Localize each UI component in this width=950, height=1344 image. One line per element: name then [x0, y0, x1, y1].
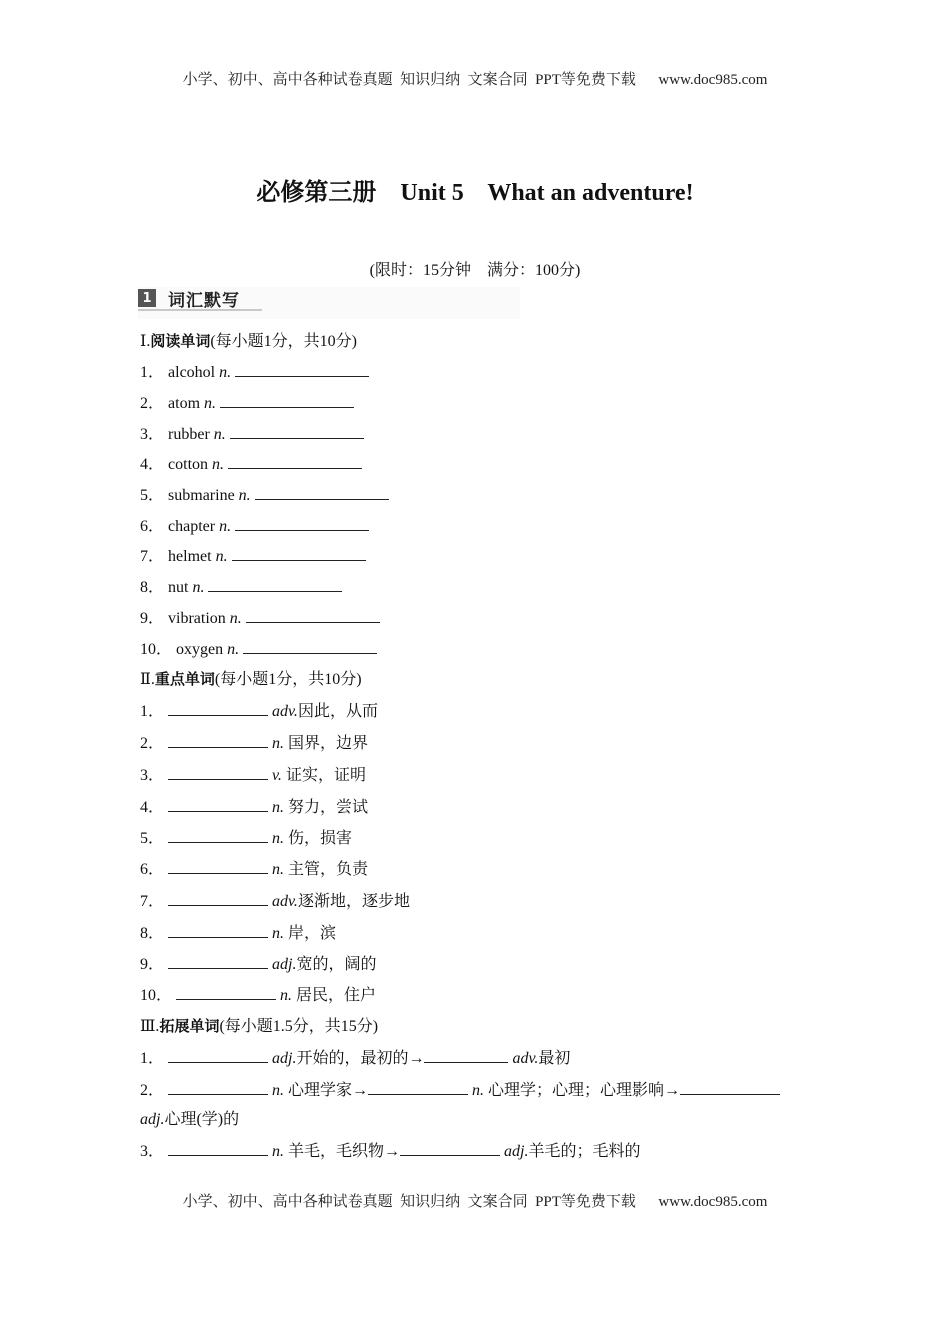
- part1-heading: Ⅰ.阅读单词(每小题1分，共10分): [140, 332, 358, 350]
- list-item: 3． v. 证实，证明: [140, 767, 366, 784]
- section-number-icon: 1: [138, 289, 156, 307]
- part3-heading: Ⅲ.拓展单词(每小题1.5分，共15分): [140, 1017, 379, 1035]
- answer-blank[interactable]: [424, 1048, 508, 1063]
- answer-blank[interactable]: [176, 985, 276, 1000]
- list-item: 2． atom n.: [140, 393, 354, 414]
- list-item: 8． nut n.: [140, 577, 342, 598]
- time-score-limit: (限时：15分钟 满分：100分): [369, 262, 581, 279]
- page-title: 必修第三册 Unit 5 What an adventure!: [256, 180, 694, 206]
- list-item: 9． vibration n.: [140, 608, 380, 629]
- answer-blank[interactable]: [168, 701, 268, 716]
- answer-blank[interactable]: [168, 733, 268, 748]
- list-item: 6． n. 主管，负责: [140, 861, 369, 878]
- list-item: 2． n. 国界，边界: [140, 735, 369, 752]
- list-item: 4． cotton n.: [140, 454, 362, 475]
- page-footer: 小学、初中、高中各种试卷真题 知识归纳 文案合同 PPT等免费下载 www.doc985.com: [182, 1194, 768, 1210]
- list-item: 1． adv.因此，从而: [140, 703, 378, 720]
- list-item: 3． rubber n.: [140, 424, 364, 445]
- list-item: 9． adj.宽的，阔的: [140, 956, 377, 973]
- answer-blank[interactable]: [168, 797, 268, 812]
- list-item: 1． alcohol n.: [140, 362, 369, 383]
- list-item: 3． n. 羊毛，毛织物→ adj.羊毛的；毛料的: [140, 1143, 641, 1160]
- list-item: 4． n. 努力，尝试: [140, 799, 369, 816]
- page-header: 小学、初中、高中各种试卷真题 知识归纳 文案合同 PPT等免费下载 www.doc985.com: [182, 72, 768, 88]
- list-item: 8． n. 岸，滨: [140, 925, 337, 942]
- answer-blank[interactable]: [230, 424, 364, 439]
- answer-blank[interactable]: [368, 1080, 468, 1095]
- answer-blank[interactable]: [208, 577, 342, 592]
- section-label: 词汇默写: [168, 290, 240, 311]
- list-item: 7． adv.逐渐地，逐步地: [140, 893, 410, 910]
- list-item-continuation: adj.心理(学)的: [140, 1111, 240, 1128]
- answer-blank[interactable]: [168, 1141, 268, 1156]
- part2-heading: Ⅱ.重点单词(每小题1分，共10分): [140, 670, 362, 688]
- answer-blank[interactable]: [235, 362, 369, 377]
- answer-blank[interactable]: [168, 891, 268, 906]
- section-heading: [138, 287, 262, 311]
- answer-blank[interactable]: [168, 923, 268, 938]
- answer-blank[interactable]: [168, 859, 268, 874]
- list-item: 10． oxygen n.: [140, 639, 377, 660]
- answer-blank[interactable]: [246, 608, 380, 623]
- answer-blank[interactable]: [168, 954, 268, 969]
- answer-blank[interactable]: [168, 1048, 268, 1063]
- list-item: 2． n. 心理学家→ n. 心理学；心理；心理影响→: [140, 1080, 780, 1101]
- list-item: 6． chapter n.: [140, 516, 369, 537]
- answer-blank[interactable]: [680, 1080, 780, 1095]
- answer-blank[interactable]: [168, 765, 268, 780]
- list-item: 5． submarine n.: [140, 485, 389, 506]
- list-item: 10． n. 居民，住户: [140, 987, 377, 1004]
- list-item: 5． n. 伤，损害: [140, 830, 353, 847]
- answer-blank[interactable]: [243, 639, 377, 654]
- answer-blank[interactable]: [232, 546, 366, 561]
- answer-blank[interactable]: [400, 1141, 500, 1156]
- answer-blank[interactable]: [235, 516, 369, 531]
- answer-blank[interactable]: [168, 1080, 268, 1095]
- answer-blank[interactable]: [220, 393, 354, 408]
- answer-blank[interactable]: [255, 485, 389, 500]
- list-item: 1． adj.开始的，最初的→ adv.最初: [140, 1050, 571, 1067]
- list-item: 7． helmet n.: [140, 546, 366, 567]
- answer-blank[interactable]: [168, 828, 268, 843]
- answer-blank[interactable]: [228, 454, 362, 469]
